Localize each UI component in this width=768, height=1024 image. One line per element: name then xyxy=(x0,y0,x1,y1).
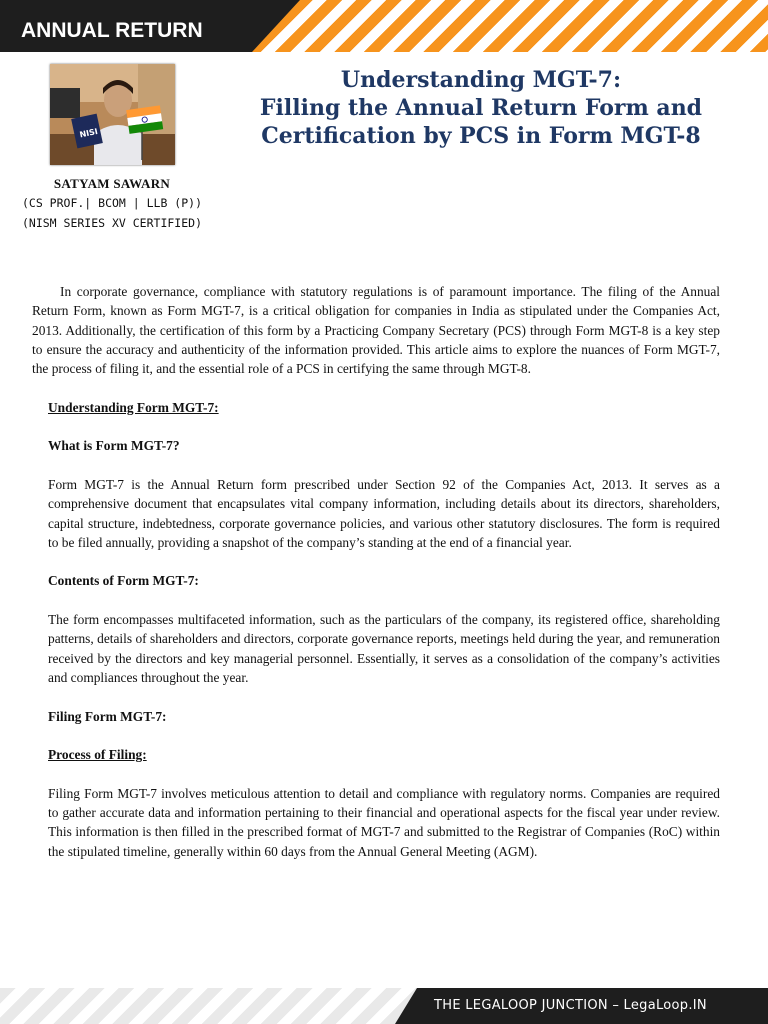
article-title xyxy=(232,66,730,150)
section-label: ANNUAL RETURN xyxy=(21,19,203,42)
title-line-3: Certification by PCS in Form MGT-8 xyxy=(261,123,701,149)
author-name: SATYAM SAWARN xyxy=(53,176,171,191)
author-portrait-photo xyxy=(50,64,175,165)
heading-what-is: What is Form MGT-7? xyxy=(48,438,180,454)
footer-stripes xyxy=(0,988,420,1024)
heading-process: Process of Filing: xyxy=(48,747,147,763)
article-body xyxy=(32,282,720,861)
author-credentials: (CS PROF.| BCOM | LLB (P)) xyxy=(21,196,202,210)
paragraph-what-is: Form MGT-7 is the Annual Return form prescribed under Section 92 of the Companies Act, 2013. It serves as a comprehensive document that encapsulates vital company information, including details about its directors, shareholders, capital structure, indebtedness, corporate governance policies, and various other statutory disclosures. The form is required to be filed annually, providing a snapshot of the company’s standing at the end of a financial year. xyxy=(48,476,720,550)
paragraph-process: Filing Form MGT-7 involves meticulous attention to detail and compliance with regulatory norms. Companies are required to gather accurate data and information pertaining to their financial and operational aspects for the fiscal year under review. This information is then filled in the prescribed format of MGT-7 and submitted to the Registrar of Companies (RoC) within the stipulated timeline, generally within 60 days from the Annual General Meeting (AGM). xyxy=(48,785,720,859)
intro-paragraph: In corporate governance, compliance with statutory regulations is of paramount importance. The filing of the Annual Return Form, known as Form MGT-7, is a critical obligation for companies in India as stipulated under the Companies Act, 2013. Additionally, the certification of this form by a Practicing Company Secretary (PCS) through Form MGT-8 is a key step to ensure the accuracy and authenticity of the information provided. This article aims to explore the nuances of Form MGT-7, the process of filing it, and the essential role of a PCS in certifying the same through MGT-8. xyxy=(32,284,720,377)
heading-understanding: Understanding Form MGT-7: xyxy=(48,399,219,415)
footer-brand: THE LEGALOOP JUNCTION – LegaLoop.IN xyxy=(434,998,707,1013)
author-certification: (NISM SERIES XV CERTIFIED) xyxy=(21,216,202,230)
title-line-2: Filling the Annual Return Form and xyxy=(259,95,703,121)
title-line-1: Understanding MGT-7: xyxy=(340,67,622,93)
author-photo xyxy=(50,64,175,165)
heading-contents: Contents of Form MGT-7: xyxy=(48,573,199,589)
paragraph-contents: The form encompasses multifaceted information, such as the particulars of the company, its registered office, shareholding patterns, details of shareholders and directors, corporate governance reports, meetings held during the year, and remuneration received by the directors and key managerial personnel. Essentially, it serves as a consolidation of the company’s activities and compliances throughout the year. xyxy=(48,612,720,685)
svg-text:NISI: NISI xyxy=(78,126,99,140)
heading-filing: Filing Form MGT-7: xyxy=(48,708,167,724)
